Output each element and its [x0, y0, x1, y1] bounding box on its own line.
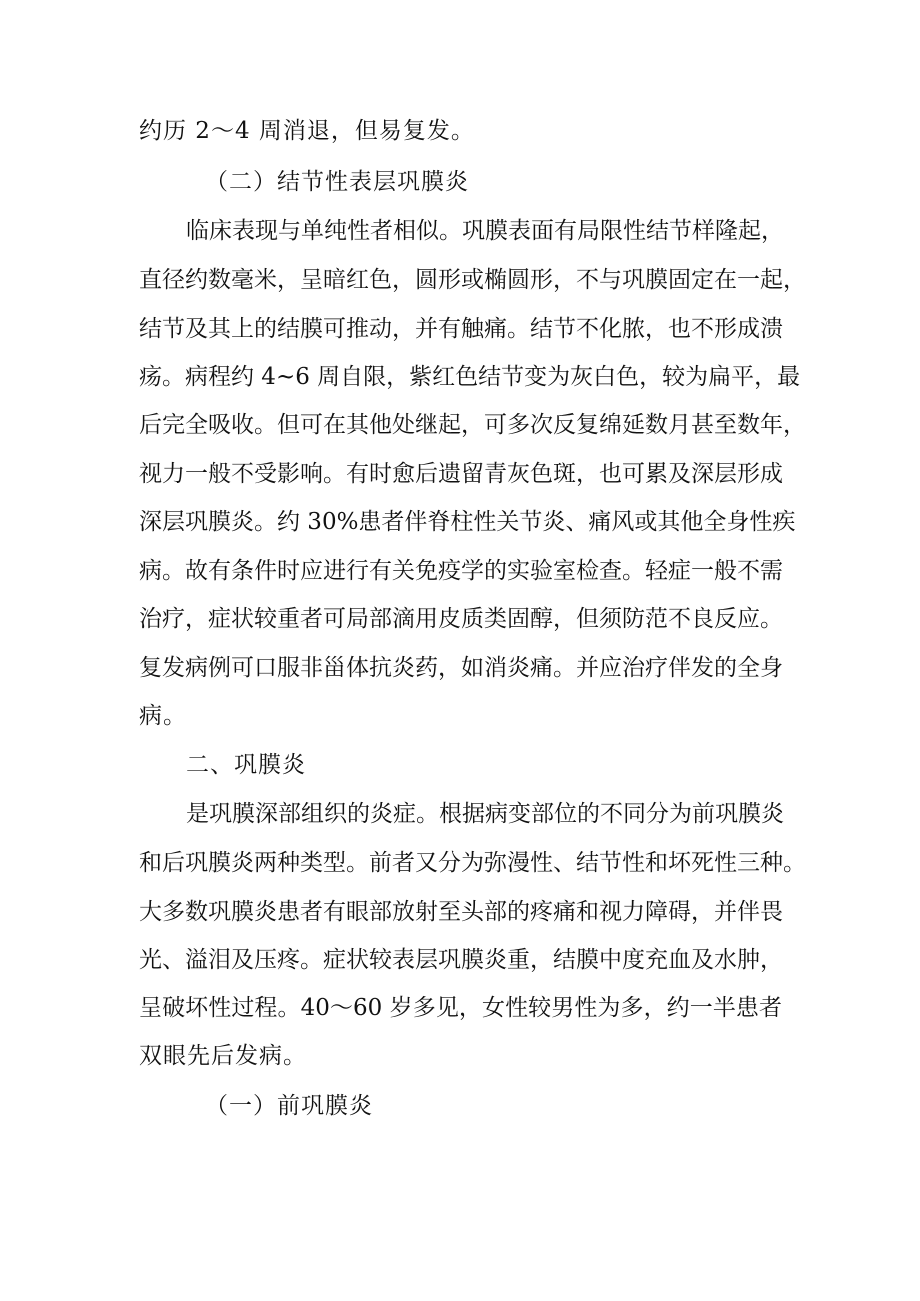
subsection-heading-anterior-scleritis: （一）前巩膜炎 [205, 1093, 373, 1119]
paragraph-line: 深层巩膜炎。约 30%患者伴脊柱性关节炎、痛风或其他全身性疾 [139, 509, 796, 535]
paragraph-line-end: 病。 [139, 703, 187, 729]
paragraph-line: 临床表现与单纯性者相似。巩膜表面有局限性结节样隆起， [186, 218, 784, 244]
paragraph-line: 病。故有条件时应进行有关免疫学的实验室检查。轻症一般不需 [139, 558, 783, 584]
paragraph-line: 呈破坏性过程。40～60 岁多见，女性较男性为多，约一半患者 [139, 995, 782, 1021]
paragraph-line: 疡。病程约 4~6 周自限，紫红色结节变为灰白色，较为扁平，最 [139, 364, 801, 390]
paragraph-line: 视力一般不受影响。有时愈后遗留青灰色斑，也可累及深层形成 [139, 461, 783, 487]
paragraph-line: 直径约数毫米，呈暗红色，圆形或椭圆形，不与巩膜固定在一起， [139, 267, 806, 293]
paragraph-line: 是巩膜深部组织的炎症。根据病变部位的不同分为前巩膜炎 [186, 801, 784, 827]
paragraph-line: 后完全吸收。但可在其他处继起，可多次反复绵延数月甚至数年， [139, 412, 806, 438]
text-line-continuation: 约历 2～4 周消退，但易复发。 [139, 118, 475, 144]
paragraph-line: 和后巩膜炎两种类型。前者又分为弥漫性、结节性和坏死性三种。 [139, 850, 806, 876]
paragraph-line: 结节及其上的结膜可推动，并有触痛。结节不化脓，也不形成溃 [139, 316, 783, 342]
paragraph-line: 复发病例可口服非甾体抗炎药，如消炎痛。并应治疗伴发的全身 [139, 655, 783, 681]
subsection-heading-nodular-episcleritis: （二）结节性表层巩膜炎 [205, 169, 469, 195]
paragraph-line: 治疗，症状较重者可局部滴用皮质类固醇，但须防范不良反应。 [139, 606, 783, 632]
section-heading-scleritis: 二、巩膜炎 [186, 752, 306, 778]
paragraph-line: 光、溢泪及压疼。症状较表层巩膜炎重，结膜中度充血及水肿， [139, 947, 783, 973]
paragraph-line-end: 双眼先后发病。 [139, 1043, 307, 1069]
paragraph-line: 大多数巩膜炎患者有眼部放射至头部的疼痛和视力障碍，并伴畏 [139, 899, 783, 925]
